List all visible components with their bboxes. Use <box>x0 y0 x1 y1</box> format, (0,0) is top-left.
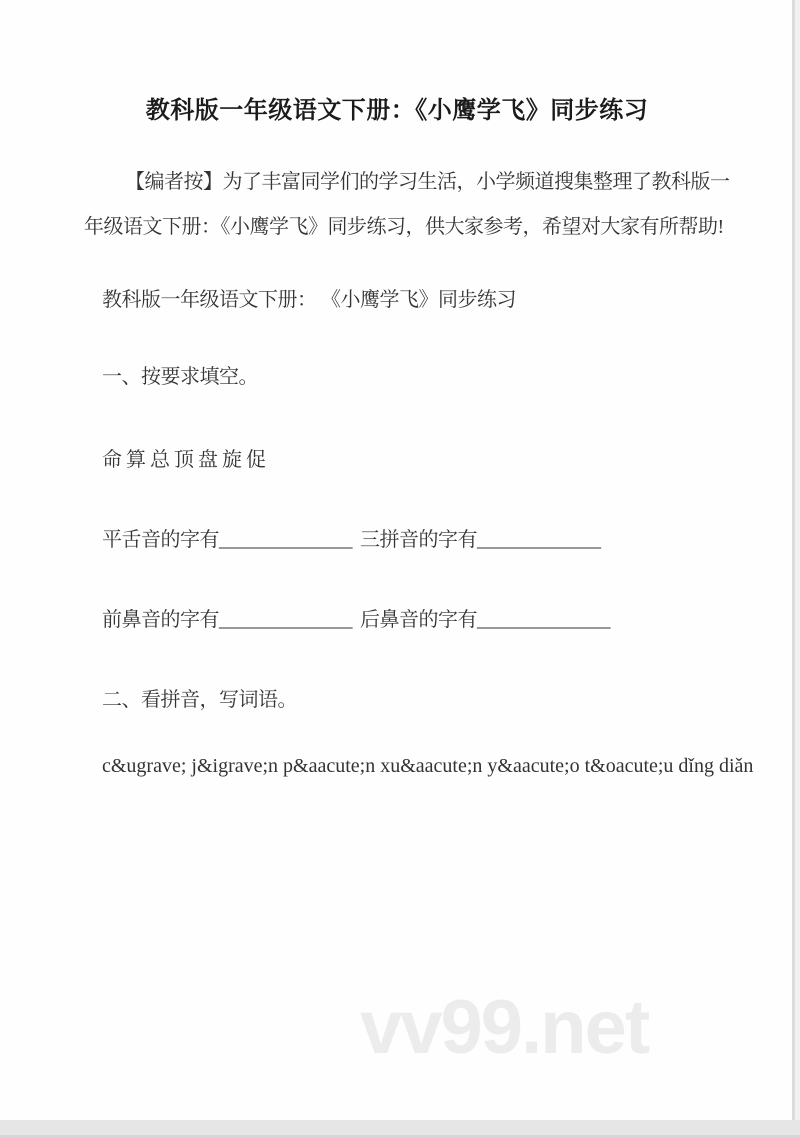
page-right-edge-line <box>792 0 795 1120</box>
fill-line-2-label-2: 后鼻音的字有 <box>360 609 477 631</box>
watermark: vv99.net <box>360 985 649 1070</box>
character-list-row: 命 算 总 顶 盘 旋 促 <box>102 449 266 471</box>
fill-blank-line-2 <box>102 603 610 632</box>
editor-note-line-2: 年级语文下册：《小鹰学飞》同步练习，供大家参考，希望对大家有所帮助! <box>84 216 724 238</box>
section-2-heading: 二、看拼音，写词语。 <box>102 689 297 711</box>
editor-note-line-1: 【编者按】为了丰富同学们的学习生活，小学频道搜集整理了教科版一 <box>125 171 730 193</box>
fill-line-1-label-2: 三拼音的字有 <box>360 529 477 551</box>
fill-line-2-blank-1: ______________ <box>219 609 352 631</box>
fill-line-1-blank-1: ______________ <box>219 529 352 551</box>
document-title: 教科版一年级语文下册：《小鹰学飞》同步练习 <box>145 97 649 124</box>
fill-line-1-blank-2: _____________ <box>477 529 601 551</box>
fill-line-2-label-1: 前鼻音的字有 <box>102 609 219 631</box>
fill-blank-line-1 <box>102 523 601 552</box>
bottom-gray-bar <box>0 1120 800 1137</box>
pinyin-line: c&ugrave; j&igrave;n p&aacute;n xu&aacute;n y&aacute;o t&oacute;u dǐng diǎn <box>102 755 754 777</box>
page-right-margin <box>795 0 800 1120</box>
document-subtitle: 教科版一年级语文下册： 《小鹰学飞》同步练习 <box>102 289 516 311</box>
fill-line-2-blank-2: ______________ <box>477 609 610 631</box>
section-1-heading: 一、按要求填空。 <box>102 366 258 388</box>
fill-line-1-label-1: 平舌音的字有 <box>102 529 219 551</box>
